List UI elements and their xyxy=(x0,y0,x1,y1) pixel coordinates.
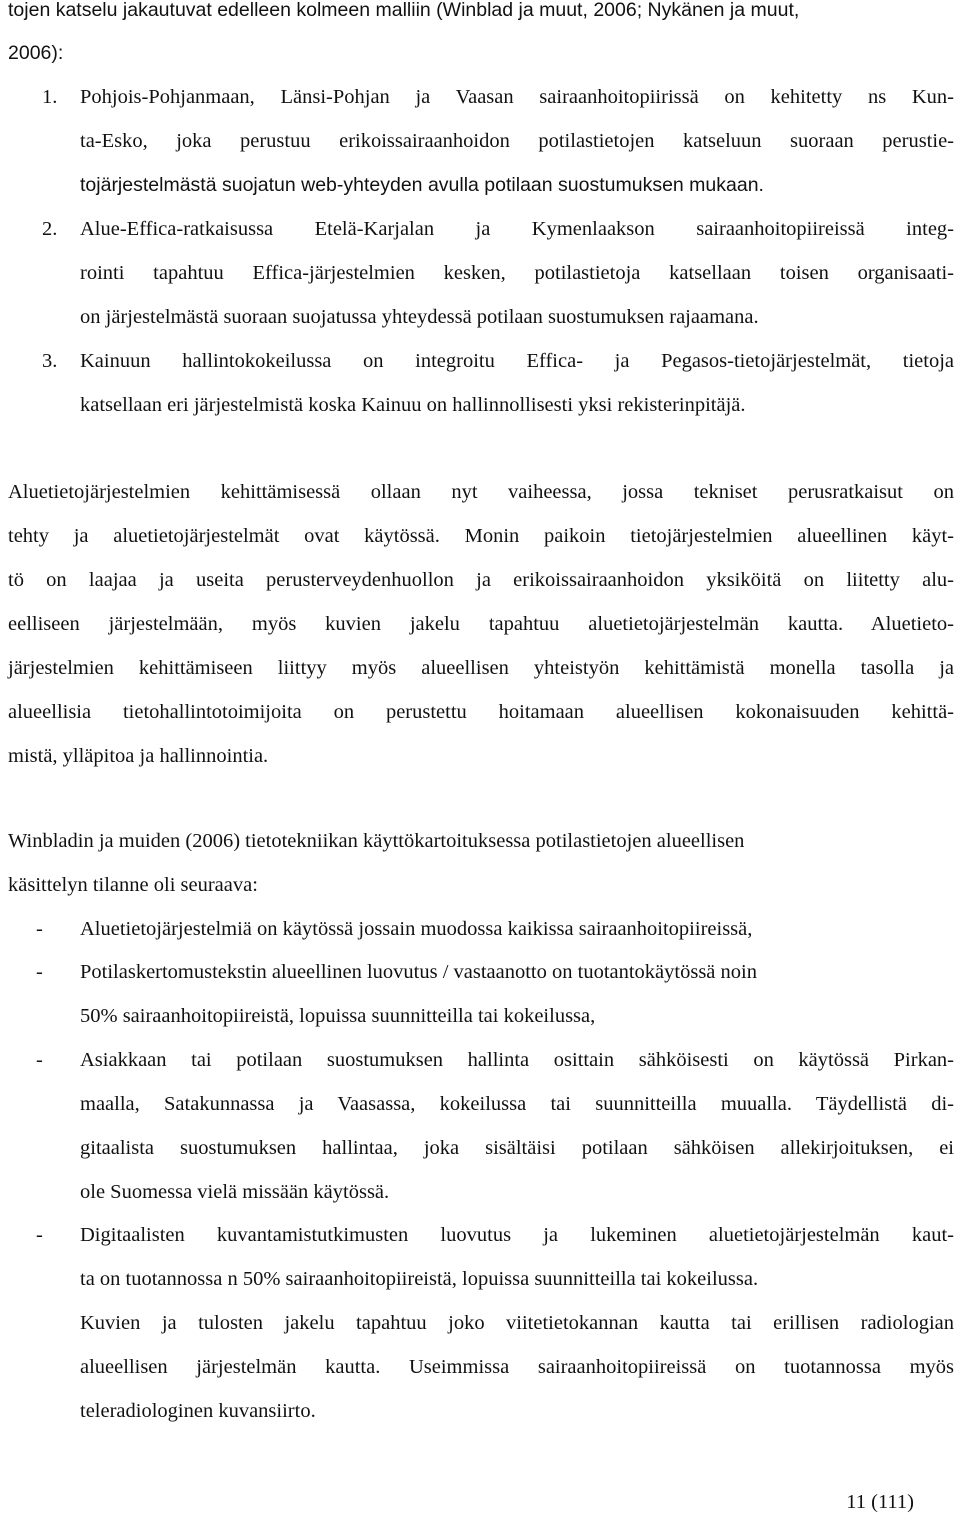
dash-2: - xyxy=(36,961,43,983)
dash-item-2-line-2: 50% sairaanhoitopiireistä, lopuissa suunnitteilla tai kokeilussa, xyxy=(80,1005,596,1027)
paragraph-2-line-7: mistä, ylläpitoa ja hallinnointia. xyxy=(8,745,269,767)
dash-4: - xyxy=(36,1224,43,1246)
list-item-1-line-1: Pohjois-Pohjanmaan, Länsi-Pohjan ja Vaasan sairaanhoitopiirissä on kehitetty ns Kun- xyxy=(80,86,954,108)
dash-item-4-line-5: teleradiologinen kuvansiirto. xyxy=(80,1400,316,1422)
page-number: 11 (111) xyxy=(846,1491,914,1513)
paragraph-2-line-3: tö on laajaa ja useita perusterveydenhuollon ja erikoissairaanhoidon yksiköitä on liitetty alu- xyxy=(8,569,954,591)
list-item-1-line-3: tojärjestelmästä suojatun web-yhteyden avulla potilaan suostumuksen mukaan. xyxy=(80,174,764,196)
dash-1: - xyxy=(36,918,43,940)
dash-3: - xyxy=(36,1049,43,1071)
dash-item-3-line-3: gitaalista suostumuksen hallintaa, joka sisältäisi potilaan sähköisen allekirjoituksen, ei xyxy=(80,1137,954,1159)
list-item-2-line-3: on järjestelmästä suoraan suojatussa yhteydessä potilaan suostumuksen rajaamana. xyxy=(80,306,759,328)
dash-item-4-line-4: alueellisen järjestelmän kautta. Useimmissa sairaanhoitopiireissä on tuotannossa myös xyxy=(80,1356,954,1378)
paragraph-2-line-1: Aluetietojärjestelmien kehittämisessä ollaan nyt vaiheessa, jossa tekniset perusratkaisut on xyxy=(8,481,954,503)
dash-item-4-line-1: Digitaalisten kuvantamistutkimusten luovutus ja lukeminen aluetietojärjestelmän kaut- xyxy=(80,1224,954,1246)
intro-line-1: tojen katselu jakautuvat edelleen kolmeen malliin (Winblad ja muut, 2006; Nykänen ja muut, xyxy=(8,0,800,21)
paragraph-3-line-2: käsittelyn tilanne oli seuraava: xyxy=(8,874,258,896)
dash-item-4-line-3: Kuvien ja tulosten jakelu tapahtuu joko viitetietokannan kautta tai erillisen radiologian xyxy=(80,1312,954,1334)
paragraph-2-line-5: järjestelmien kehittämiseen liittyy myös alueellisen yhteistyön kehittämistä monella tasolla ja xyxy=(8,657,954,679)
list-number-3: 3. xyxy=(42,350,58,372)
paragraph-2-line-6: alueellisia tietohallintotoimijoita on perustettu hoitamaan alueellisen kokonaisuuden kehittä- xyxy=(8,701,954,723)
list-item-2-line-1: Alue-Effica-ratkaisussa Etelä-Karjalan ja Kymenlaakson sairaanhoitopiireissä integ- xyxy=(80,218,954,240)
dash-item-3-line-4: ole Suomessa vielä missään käytössä. xyxy=(80,1181,390,1203)
list-item-3-line-2: katsellaan eri järjestelmistä koska Kainuu on hallinnollisesti yksi rekisterinpitäjä. xyxy=(80,394,746,416)
list-item-2-line-2: rointi tapahtuu Effica-järjestelmien kesken, potilastietoja katsellaan toisen organisaati- xyxy=(80,262,954,284)
dash-item-1-line-1: Aluetietojärjestelmiä on käytössä jossain muodossa kaikissa sairaanhoitopiireissä, xyxy=(80,918,753,940)
paragraph-3-line-1: Winbladin ja muiden (2006) tietotekniikan käyttökartoituksessa potilastietojen alueellisen xyxy=(8,830,745,852)
dash-item-4-line-2: ta on tuotannossa n 50% sairaanhoitopiireistä, lopuissa suunnitteilla tai kokeilussa. xyxy=(80,1268,759,1290)
paragraph-2-line-2: tehty ja aluetietojärjestelmät ovat käytössä. Monin paikoin tietojärjestelmien alueellinen käyt- xyxy=(8,525,954,547)
list-number-1: 1. xyxy=(42,86,58,108)
dash-item-2-line-1: Potilaskertomustekstin alueellinen luovutus / vastaanotto on tuotantokäytössä noin xyxy=(80,961,757,983)
intro-line-2: 2006): xyxy=(8,42,64,64)
list-item-1-line-2: ta-Esko, joka perustuu erikoissairaanhoidon potilastietojen katseluun suoraan perustie- xyxy=(80,130,954,152)
list-item-3-line-1: Kainuun hallintokokeilussa on integroitu Effica- ja Pegasos-tietojärjestelmät, tietoja xyxy=(80,350,954,372)
list-number-2: 2. xyxy=(42,218,58,240)
paragraph-2-line-4: eelliseen järjestelmään, myös kuvien jakelu tapahtuu aluetietojärjestelmän kautta. Aluetieto- xyxy=(8,613,954,635)
dash-item-3-line-2: maalla, Satakunnassa ja Vaasassa, kokeilussa tai suunnitteilla muualla. Täydellistä di- xyxy=(80,1093,954,1115)
dash-item-3-line-1: Asiakkaan tai potilaan suostumuksen hallinta osittain sähköisesti on käytössä Pirkan- xyxy=(80,1049,954,1071)
